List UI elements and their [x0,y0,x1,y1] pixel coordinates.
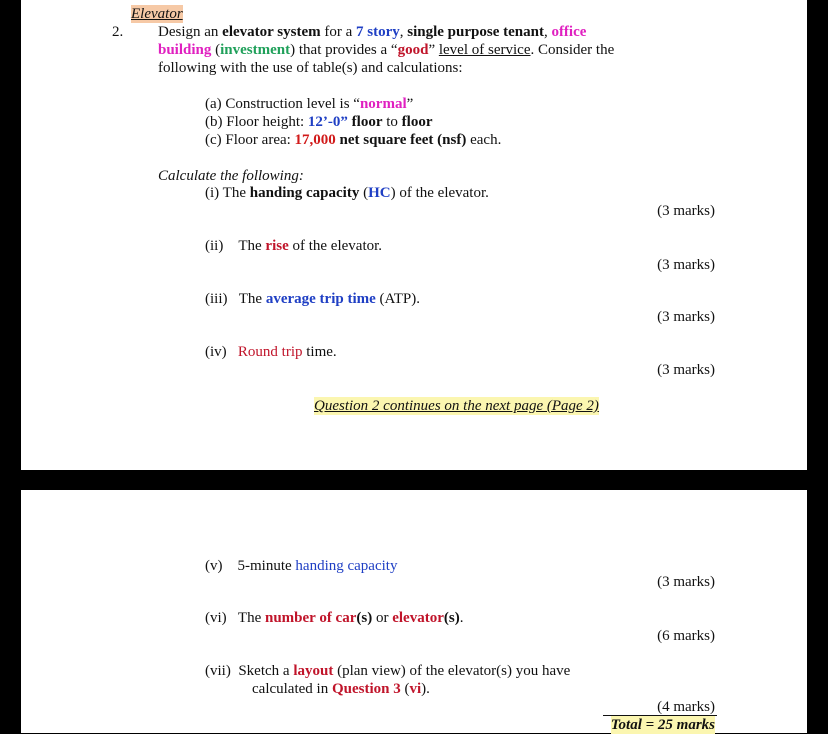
condition-text: net square feet (nsf) [335,132,467,148]
item-text: HC [368,185,391,201]
item-text: Question 3 [331,681,401,697]
intro-text: ( [211,42,221,58]
condition-label: (b) [205,114,223,130]
intro-office: office [551,24,587,40]
item-v [205,557,397,575]
condition-b [205,113,433,131]
item-text: ) of the elevator. [390,185,489,201]
item-text: average trip time [265,291,376,307]
intro-text: , [543,24,552,40]
item-text: (s) [443,610,460,626]
page-2 [21,490,807,733]
item-text: (ATP). [375,291,420,307]
item-text: The [238,238,266,254]
item-iii [205,290,420,308]
marks-iv: (3 marks) [657,362,715,378]
condition-label: (c) [205,132,222,148]
condition-text: Floor height: [226,114,308,130]
condition-text: ” [406,96,414,112]
condition-label: (a) [205,96,222,112]
marks-vi: (6 marks) [657,628,715,644]
item-text: vi [409,681,422,697]
item-i [205,184,489,202]
item-label: (i) [205,185,220,201]
marks-vii: (4 marks) [657,699,715,715]
intro-investment: investment [220,42,291,58]
intro-text: for a [320,24,356,40]
item-text: time. [302,344,337,360]
condition-c [205,131,501,149]
intro-text: ” [428,42,439,58]
condition-text: floor [347,114,383,130]
intro-line-1 [158,23,586,41]
item-text: elevator [392,610,444,626]
marks-v: (3 marks) [657,574,715,590]
item-iv [205,343,337,361]
condition-value: normal [359,96,407,112]
item-text: calculated in [252,681,332,697]
condition-value: 17,000 [294,132,336,148]
item-label: (vi) [205,610,227,626]
section-heading: Elevator [131,6,183,22]
item-ii [205,237,382,255]
item-text: The [237,610,265,626]
item-text: or [372,610,393,626]
item-text: Sketch a [238,663,294,679]
item-label: (v) [205,558,223,574]
item-label: (iv) [205,344,227,360]
item-text: ( [400,681,410,697]
intro-text: , [399,24,408,40]
item-text: ). [421,681,430,697]
calc-heading: Calculate the following: [158,168,304,184]
item-text: of the elevator. [288,238,383,254]
item-text: 5-minute [237,558,296,574]
item-text: Round trip [237,344,303,360]
item-text: The [222,185,250,201]
condition-text: each. [466,132,502,148]
condition-text: floor [401,114,433,130]
item-text: layout [293,663,334,679]
condition-a [205,95,413,113]
item-text: handing capacity [249,185,360,201]
intro-level-of-service: level of service [438,42,531,58]
condition-text: Construction level is “ [225,96,360,112]
condition-text: Floor area: [225,132,295,148]
item-text: (plan view) of the elevator(s) you have [333,663,571,679]
item-text: number of car [265,610,357,626]
page-1 [21,0,807,470]
total-marks: Total = 25 marks [610,717,715,733]
item-label: (ii) [205,238,224,254]
intro-text: Design an [158,24,223,40]
intro-text: ) that provides a “ [290,42,398,58]
item-label: (vii) [205,663,231,679]
marks-i: (3 marks) [657,203,715,219]
item-text: rise [265,238,289,254]
question-number: 2. [112,24,124,40]
item-vii-line-2 [252,680,430,698]
item-text: (s) [356,610,373,626]
condition-value: 12’-0” [307,114,348,130]
intro-line-3: following with the use of table(s) and calculations: [158,60,463,76]
intro-tenant: single purpose tenant [407,24,544,40]
continues-note: Question 2 continues on the next page (Page 2) [314,398,599,414]
item-vii-line-1 [205,662,570,680]
condition-text: to [382,114,402,130]
intro-text: . Consider the [530,42,615,58]
intro-line-2 [158,41,614,59]
intro-good: good [397,42,429,58]
marks-iii: (3 marks) [657,309,715,325]
item-vi [205,609,463,627]
intro-story: 7 story [356,24,400,40]
item-label: (iii) [205,291,228,307]
item-text: The [238,291,266,307]
intro-elevator-system: elevator system [222,24,321,40]
marks-ii: (3 marks) [657,257,715,273]
item-text: handing capacity [295,558,398,574]
intro-building: building [158,42,212,58]
item-text: ( [359,185,369,201]
item-text: . [459,610,464,626]
